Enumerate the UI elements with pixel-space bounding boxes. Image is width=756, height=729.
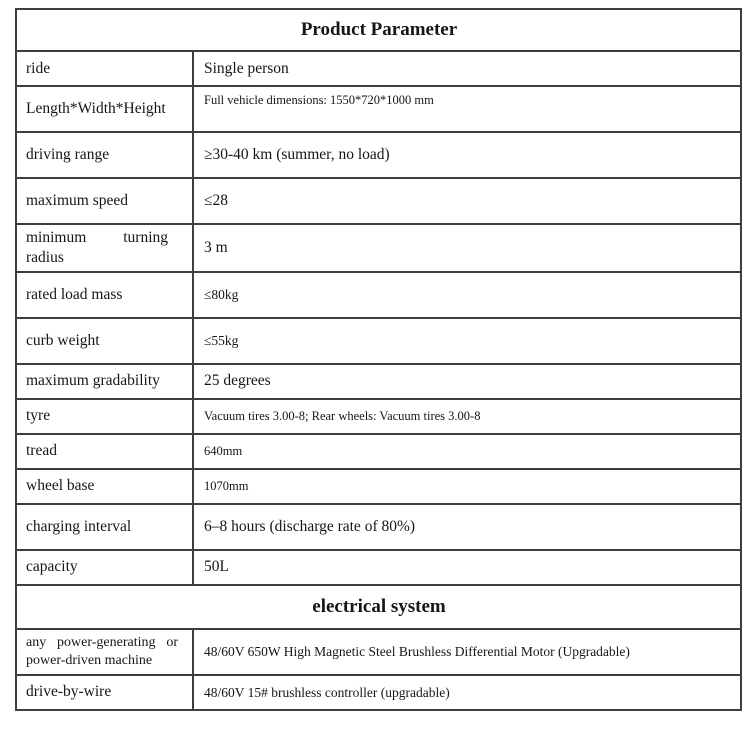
parameter-table-body — [16, 9, 741, 710]
param-value-cell: 48/60V 15# brushless controller (upgradable) — [193, 675, 741, 710]
param-value-cell: ≤28 — [193, 178, 741, 224]
table-row — [16, 434, 741, 469]
table-row — [16, 224, 741, 272]
param-label-cell: any power-generating or power-driven machine — [16, 629, 193, 675]
param-label-cell: tread — [16, 434, 193, 469]
section-header-cell: electrical system — [16, 585, 741, 629]
table-title: Product Parameter — [16, 9, 741, 51]
param-value-cell: ≥30-40 km (summer, no load) — [193, 132, 741, 178]
param-label-cell: drive-by-wire — [16, 675, 193, 710]
table-row — [16, 550, 741, 585]
param-label-cell: maximum speed — [16, 178, 193, 224]
param-label-cell: maximum gradability — [16, 364, 193, 399]
param-value-cell: Vacuum tires 3.00-8; Rear wheels: Vacuum tires 3.00-8 — [193, 399, 741, 434]
table-row — [16, 86, 741, 132]
param-label-cell: wheel base — [16, 469, 193, 504]
param-label-cell: minimum turning radius — [16, 224, 193, 272]
param-value-cell: ≤55kg — [193, 318, 741, 364]
param-value-cell: 25 degrees — [193, 364, 741, 399]
param-value-cell: 6–8 hours (discharge rate of 80%) — [193, 504, 741, 550]
param-label-cell: tyre — [16, 399, 193, 434]
param-label-cell: Length*Width*Height — [16, 86, 193, 132]
param-value-cell: Single person — [193, 51, 741, 86]
param-value-cell: ≤80kg — [193, 272, 741, 318]
param-value-cell: Full vehicle dimensions: 1550*720*1000 mm — [193, 86, 741, 132]
table-row — [16, 675, 741, 710]
table-row — [16, 318, 741, 364]
table-row — [16, 272, 741, 318]
table-row — [16, 504, 741, 550]
table-row — [16, 364, 741, 399]
table-row — [16, 399, 741, 434]
table-row — [16, 629, 741, 675]
param-value-cell: 1070mm — [193, 469, 741, 504]
param-label-cell: charging interval — [16, 504, 193, 550]
param-label-cell: curb weight — [16, 318, 193, 364]
param-value-cell: 3 m — [193, 224, 741, 272]
product-parameter-table — [15, 8, 742, 711]
param-label-cell: capacity — [16, 550, 193, 585]
param-value-cell: 50L — [193, 550, 741, 585]
param-label-cell: ride — [16, 51, 193, 86]
param-value-cell: 640mm — [193, 434, 741, 469]
section-header-row — [16, 585, 741, 629]
param-label-cell: rated load mass — [16, 272, 193, 318]
param-label-cell: driving range — [16, 132, 193, 178]
table-row — [16, 178, 741, 224]
table-row — [16, 132, 741, 178]
table-title-row — [16, 9, 741, 51]
table-row — [16, 469, 741, 504]
param-value-cell: 48/60V 650W High Magnetic Steel Brushless Differential Motor (Upgradable) — [193, 629, 741, 675]
table-row — [16, 51, 741, 86]
